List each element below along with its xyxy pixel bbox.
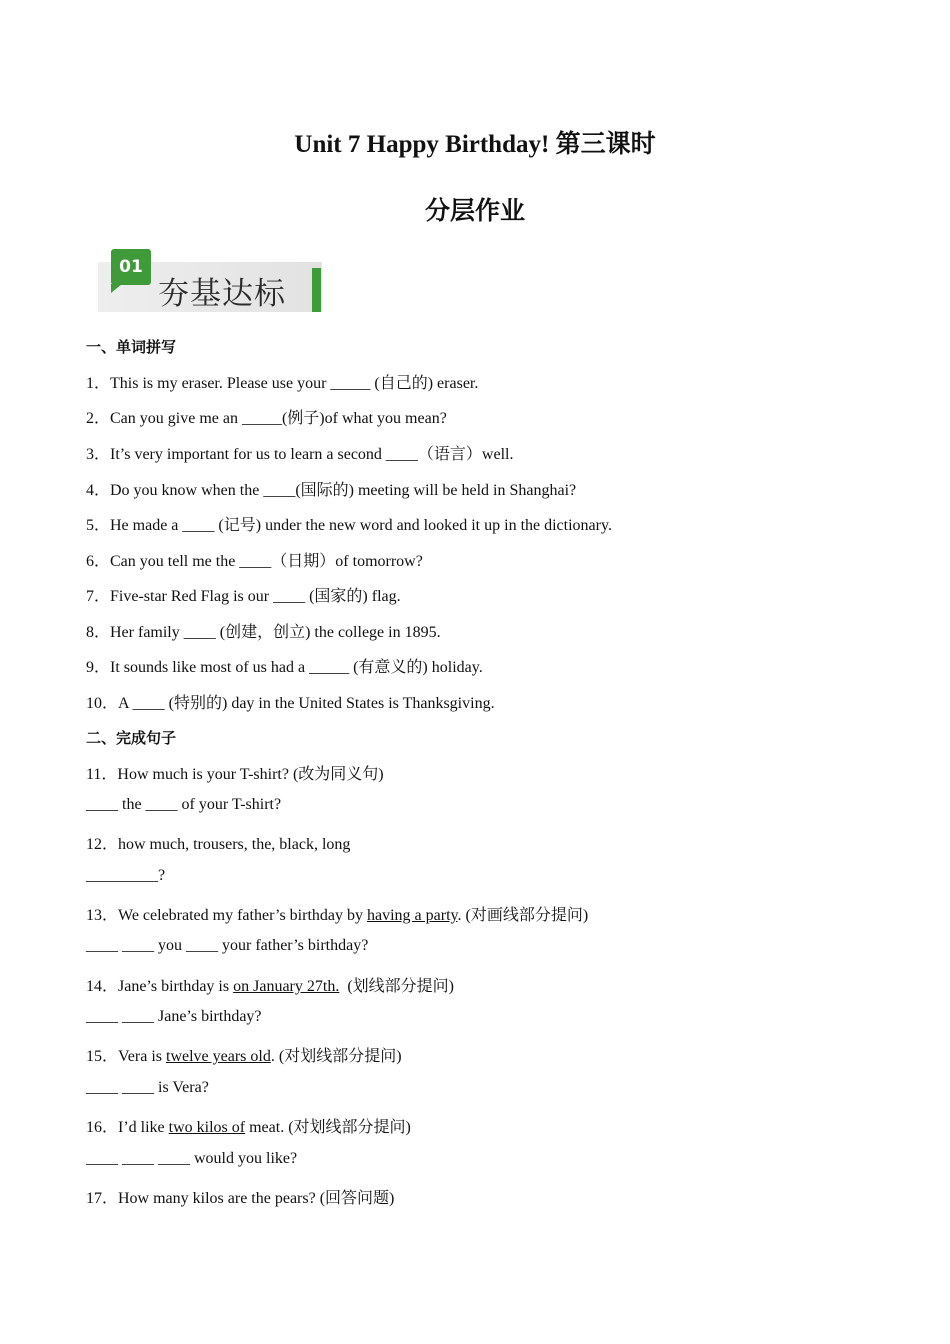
question-10: 10．A ____ (特别的) day in the United States is Thanksgiving. bbox=[86, 695, 495, 712]
answer-line-14: ____ ____ Jane’s birthday? bbox=[86, 1008, 262, 1025]
question-5: 5．He made a ____ (记号) under the new word and looked it up in the dictionary. bbox=[86, 517, 612, 534]
question-1: 1．This is my eraser. Please use your _____ (自己的) eraser. bbox=[86, 375, 479, 392]
question-16-underlined: two kilos of bbox=[168, 1119, 246, 1136]
question-14-text: 14．Jane’s birthday is bbox=[86, 978, 234, 995]
section-heading-spelling: 一、单词拼写 bbox=[86, 338, 177, 356]
question-16 bbox=[86, 1114, 411, 1137]
answer-line-12: _________? bbox=[86, 867, 166, 884]
banner-accent-bar bbox=[312, 268, 321, 312]
question-15-text: 15．Vera is bbox=[86, 1048, 166, 1065]
question-2: 2．Can you give me an _____(例子)of what you mean? bbox=[86, 410, 447, 427]
banner-number-badge: 01 bbox=[111, 249, 151, 285]
question-12: 12．how much, trousers, the, black, long bbox=[86, 836, 351, 853]
answer-line-13: ____ ____ you ____ your father’s birthday? bbox=[86, 937, 369, 954]
answer-line-11: ____ the ____ of your T-shirt? bbox=[86, 796, 282, 813]
question-6: 6．Can you tell me the ____（日期）of tomorrow? bbox=[86, 553, 423, 570]
question-16-text: 16．I’d like bbox=[86, 1119, 169, 1136]
question-14-underlined: on January 27th. bbox=[233, 978, 340, 995]
question-15 bbox=[86, 1043, 402, 1066]
question-17: 17．How many kilos are the pears? (回答问题) bbox=[86, 1190, 395, 1207]
question-15-instruction: . (对划线部分提问) bbox=[270, 1048, 402, 1065]
document-title: Unit 7 Happy Birthday! 第三课时 bbox=[294, 131, 656, 158]
document-subtitle: 分层作业 bbox=[424, 198, 525, 225]
question-13 bbox=[86, 902, 588, 925]
question-11: 11．How much is your T-shirt? (改为同义句) bbox=[86, 766, 384, 783]
badge-tail-icon bbox=[111, 284, 122, 293]
question-13-underlined: having a party bbox=[367, 907, 458, 924]
answer-line-16: ____ ____ ____ would you like? bbox=[86, 1150, 298, 1167]
question-8: 8．Her family ____ (创建，创立) the college in 1895. bbox=[86, 624, 441, 641]
banner-label: 夯基达标 bbox=[158, 276, 286, 312]
question-3: 3．It’s very important for us to learn a second ____（语言）well. bbox=[86, 446, 514, 463]
section-heading-sentences: 二、完成句子 bbox=[86, 729, 177, 747]
question-13-text: 13．We celebrated my father’s birthday by bbox=[86, 907, 367, 924]
question-15-underlined: twelve years old bbox=[166, 1048, 271, 1065]
answer-line-15: ____ ____ is Vera? bbox=[86, 1079, 209, 1096]
question-4: 4．Do you know when the ____(国际的) meeting will be held in Shanghai? bbox=[86, 482, 577, 499]
question-9: 9．It sounds like most of us had a _____ (有意义的) holiday. bbox=[86, 659, 483, 676]
question-13-instruction: . (对画线部分提问) bbox=[457, 907, 589, 924]
section-banner bbox=[98, 246, 324, 314]
question-16-instruction: meat. (对划线部分提问) bbox=[245, 1119, 411, 1136]
question-14 bbox=[86, 973, 454, 996]
question-7: 7．Five-star Red Flag is our ____ (国家的) flag. bbox=[86, 588, 401, 605]
question-14-instruction: (划线部分提问) bbox=[339, 978, 454, 995]
